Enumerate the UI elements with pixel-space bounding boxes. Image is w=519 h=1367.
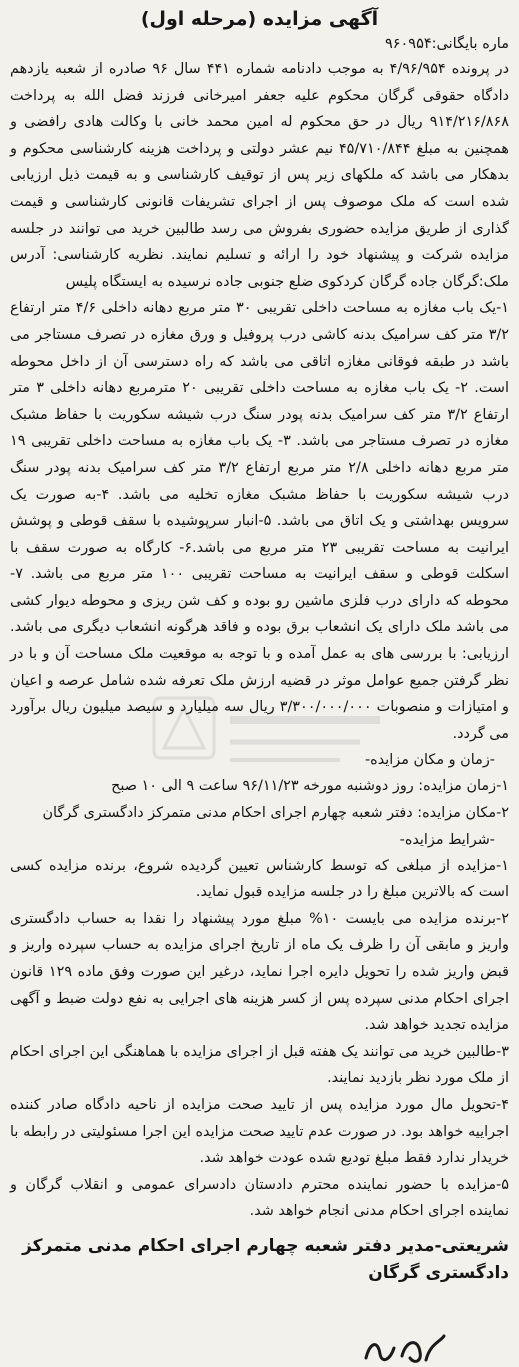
intro-paragraph: در پرونده ۴/۹۶/۹۵۴ به موجب دادنامه شماره ۴۴۱ سال ۹۶ صادره از شعبه یازدهم دادگاه حقوقی گرگان محکوم علیه جعفر امیرخانی فرزند فضل الله به پرداخت ۹۱۴/۲۱۶/۸۶۸ ریال در حق محکوم له امین محمد خانی با وکالت هادی رافضی و همچنین به مبلغ ۴۵/۷۱۰/۸۴۴ نیم عشر دولتی و پرداخت هزینه کارشناسی محکوم و بدهکار می باشد که ملکهای زیر پس از توقیف کارشناسی و به قیمت ذیل ارزیابی شده است که ملک موصوف پس از اجرای تشریفات قانونی کارشناسی و قیمت گذاری از طریق مزایده حضوری بفروش می رسد طالبین خرید می توانند در جلسه مزایده شرکت و پیشنهاد خود را ارائه و تسلیم نمایند. نظریه کارشناسی: آدرس ملک:گرگان جاده گرگان کردکوی ضلع جنوبی جاده نرسیده به ایستگاه پلیس [10, 61, 510, 290]
condition-item: ۵-مزایده با حضور نماینده محترم دادستان دادسرای عمومی و انقلاب گرگان و نماینده اجرای احکام مدنی انجام خواهد شد. [10, 1176, 509, 1220]
auction-place: ۲-مکان مزایده: دفتر شعبه چهارم اجرای احکام مدنی متمرکز دادگستری گرگان [42, 805, 509, 822]
conditions-heading: -شرایط مزایده- [399, 831, 495, 848]
auction-time: ۱-زمان مزایده: روز دوشنبه مورخه ۹۶/۱۱/۲۳ ساعت ۹ الی ۱۰ صبح [111, 778, 509, 795]
notice-title: آگهی مزایده (مرحله اول) [140, 8, 379, 30]
signature-line: شریعتی-مدیر دفتر شعبه چهارم اجرای احکام مدنی متمرکز دادگستری گرگان [22, 1235, 509, 1283]
condition-item: ۲-برنده مزایده می بایست ۱۰% مبلغ مورد پیشنهاد را نقدا به حساب دادگستری واریز و مابقی آن را ظرف یک ماه از تاریخ اجرای مزایده به حساب سپرده واریز و قبض واریز شده را تحویل دایره اجرا نماید، درغیر این صورت وفق ماده ۱۲۹ قانون اجرای احکام مدنی سپرده پس از کسر هزینه های اجرایی به نفع دولت ضبط و آگهی مزایده تجدید خواهد شد. [10, 910, 509, 1034]
property-description: ۱-یک باب مغازه به مساحت داخلی تقریبی ۳۰ متر مربع دهانه داخلی ۴/۶ متر ارتفاع ۳/۲ متر کف سرامیک بدنه کاشی درب پروفیل و ورق مغازه در تصرف مستاجر می باشد در طبقه فوقانی مغازه اتاقی می باشد که راه دسترسی آن از داخل محوطه است. ۲- یک باب مغازه به مساحت داخلی تقریبی ۲۰ مترمربع دهانه داخلی ۳ متر ارتفاع ۳/۲ متر کف سرامیک بدنه پودر سنگ درب شیشه سکوریت با حفاظ مشبک مغازه در تصرف مستاجر می باشد. ۳- یک باب مغازه به مساحت داخلی تقریبی ۱۹ متر مربع دهانه داخلی ۲/۸ متر مربع ارتفاع ۳/۲ متر کف سرامیک بدنه پودر سنگ درب شیشه سکوریت با حفاظ مشبک مغازه تخلیه می باشد. ۴-به صورت یک سرویس بهداشتی و یک اتاق می باشد. ۵-انبار سرپوشیده با سقف قوطی و پوشش ایرانیت به مساحت تقریبی ۲۳ متر مربع می باشد.۶- کارگاه به صورت سقف با اسکلت قوطی و سقف ایرانیت به مساحت تقریبی ۱۰۰ متر مربع می باشد. ۷-محوطه که دارای درب فلزی ماشین رو بوده و کف شن ریزی و محوطه دیوار کشی می باشد ملک دارای یک انشعاب برق بوده و فاقد هرگونه انشعاب دیگری می باشد. ارزیابی: با بررسی های به عمل آمده و با توجه به موقعیت ملک مساحت آن و با در نظر گرفتن جمیع عوامل موثر در قضیه ارزش ملک تعرفه شده شامل عرصه و اعیان و امتیازات و منصوبات ۳/۳۰۰/۰۰۰/۰۰۰ ریال سه میلیارد و سیصد میلیون ریال برآورد می گردد. [10, 300, 510, 742]
handwritten-mark [360, 1330, 450, 1367]
condition-item: ۳-طالبین خرید می توانند یک هفته قبل از اجرای مزایده با هماهنگی این اجرای احکام از ملک مورد نظر بازدید نمایند. [10, 1043, 509, 1087]
condition-item: ۱-مزایده از مبلغی که توسط کارشناس تعیین گردیده شروع، برنده مزایده کسی است که بالاترین مبلغ را در جلسه مزایده قبول نماید. [10, 857, 509, 901]
time-place-heading: -زمان و مکان مزایده- [364, 752, 495, 769]
archive-number: ماره بایگانی:۹۶۰۹۵۴ [384, 36, 509, 52]
condition-item: ۴-تحویل مال مورد مزایده پس از تایید صحت مزایده از ناحیه دادگاه صادر کننده اجراییه خواهد بود. در صورت عدم تایید صحت مزایده این اجرا مسئولیتی در رابطه با خریدار ندارد فقط مبلغ تودیع شده عودت خواهد شد. [10, 1096, 509, 1167]
